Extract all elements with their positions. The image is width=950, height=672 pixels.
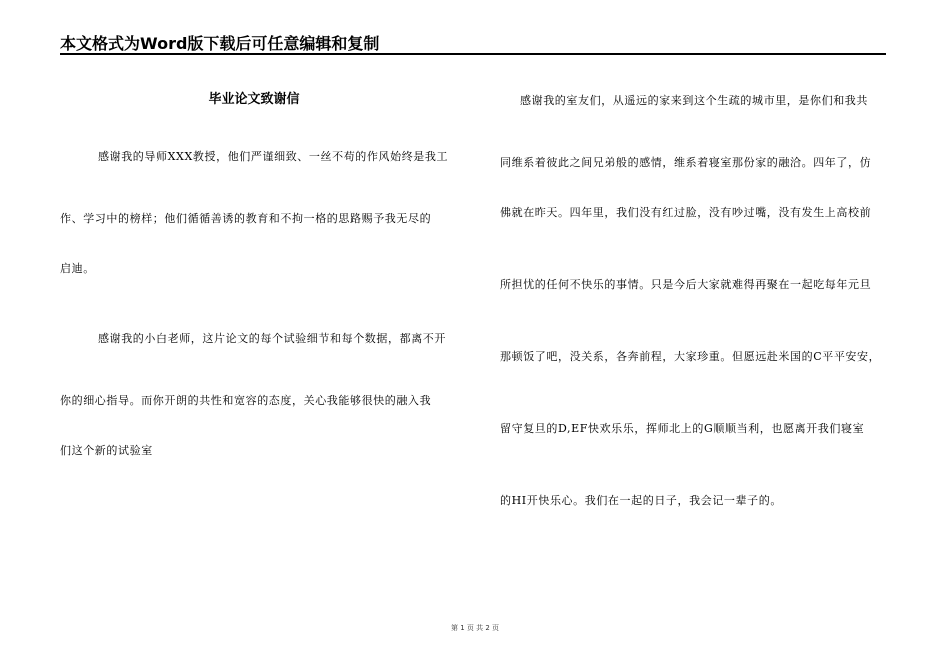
paragraph-line: 你的细心指导。而你开朗的共性和宽容的态度，关心我能够很快的融入我 — [60, 394, 432, 407]
paragraph-line: 感谢我的室友们，从遥远的家来到这个生疏的城市里，是你们和我共 — [520, 94, 868, 107]
header-divider — [60, 53, 886, 55]
paragraph-advisor — [60, 144, 448, 281]
paragraph-line: 那顿饭了吧，没关系，各奔前程，大家珍重。但愿远赴米国的C平平安安， — [500, 350, 881, 363]
paragraph-teacher — [60, 326, 448, 463]
paragraph-line: 们这个新的试验室 — [60, 444, 153, 457]
paragraph-line: 同维系着彼此之间兄弟般的感情，维系着寝室那份家的融洽。四年了，仿 — [500, 156, 872, 169]
right-column — [500, 88, 888, 513]
paragraph-line: 作、学习中的榜样；他们循循善诱的教育和不拘一格的思路赐予我无尽的 — [60, 212, 432, 225]
paragraph-roommates — [500, 88, 888, 513]
paragraph-line: 留守复旦的D,EF快欢乐乐，挥师北上的G顺顺当利，也愿离开我们寝室 — [500, 422, 865, 435]
left-column — [60, 88, 448, 463]
paragraph-line: 的HI开快乐心。我们在一起的日子，我会记一辈子的。 — [500, 494, 782, 507]
paragraph-line: 佛就在昨天。四年里，我们没有红过脸，没有吵过嘴，没有发生上高校前 — [500, 206, 872, 219]
document-title: 毕业论文致谢信 — [208, 92, 300, 107]
page-number: 第 1 页 共 2 页 — [450, 624, 500, 632]
paragraph-line: 启迪。 — [60, 262, 95, 275]
paragraph-line: 所担忧的任何不快乐的事情。只是今后大家就难得再聚在一起吃每年元旦 — [500, 278, 872, 291]
document-banner: 本文格式为Word版下载后可任意编辑和复制 — [60, 34, 380, 53]
paragraph-line: 感谢我的小白老师，这片论文的每个试验细节和每个数据，都离不开 — [98, 332, 446, 345]
paragraph-line: 感谢我的导师XXX教授，他们严谨细致、一丝不苟的作风始终是我工 — [98, 150, 448, 163]
